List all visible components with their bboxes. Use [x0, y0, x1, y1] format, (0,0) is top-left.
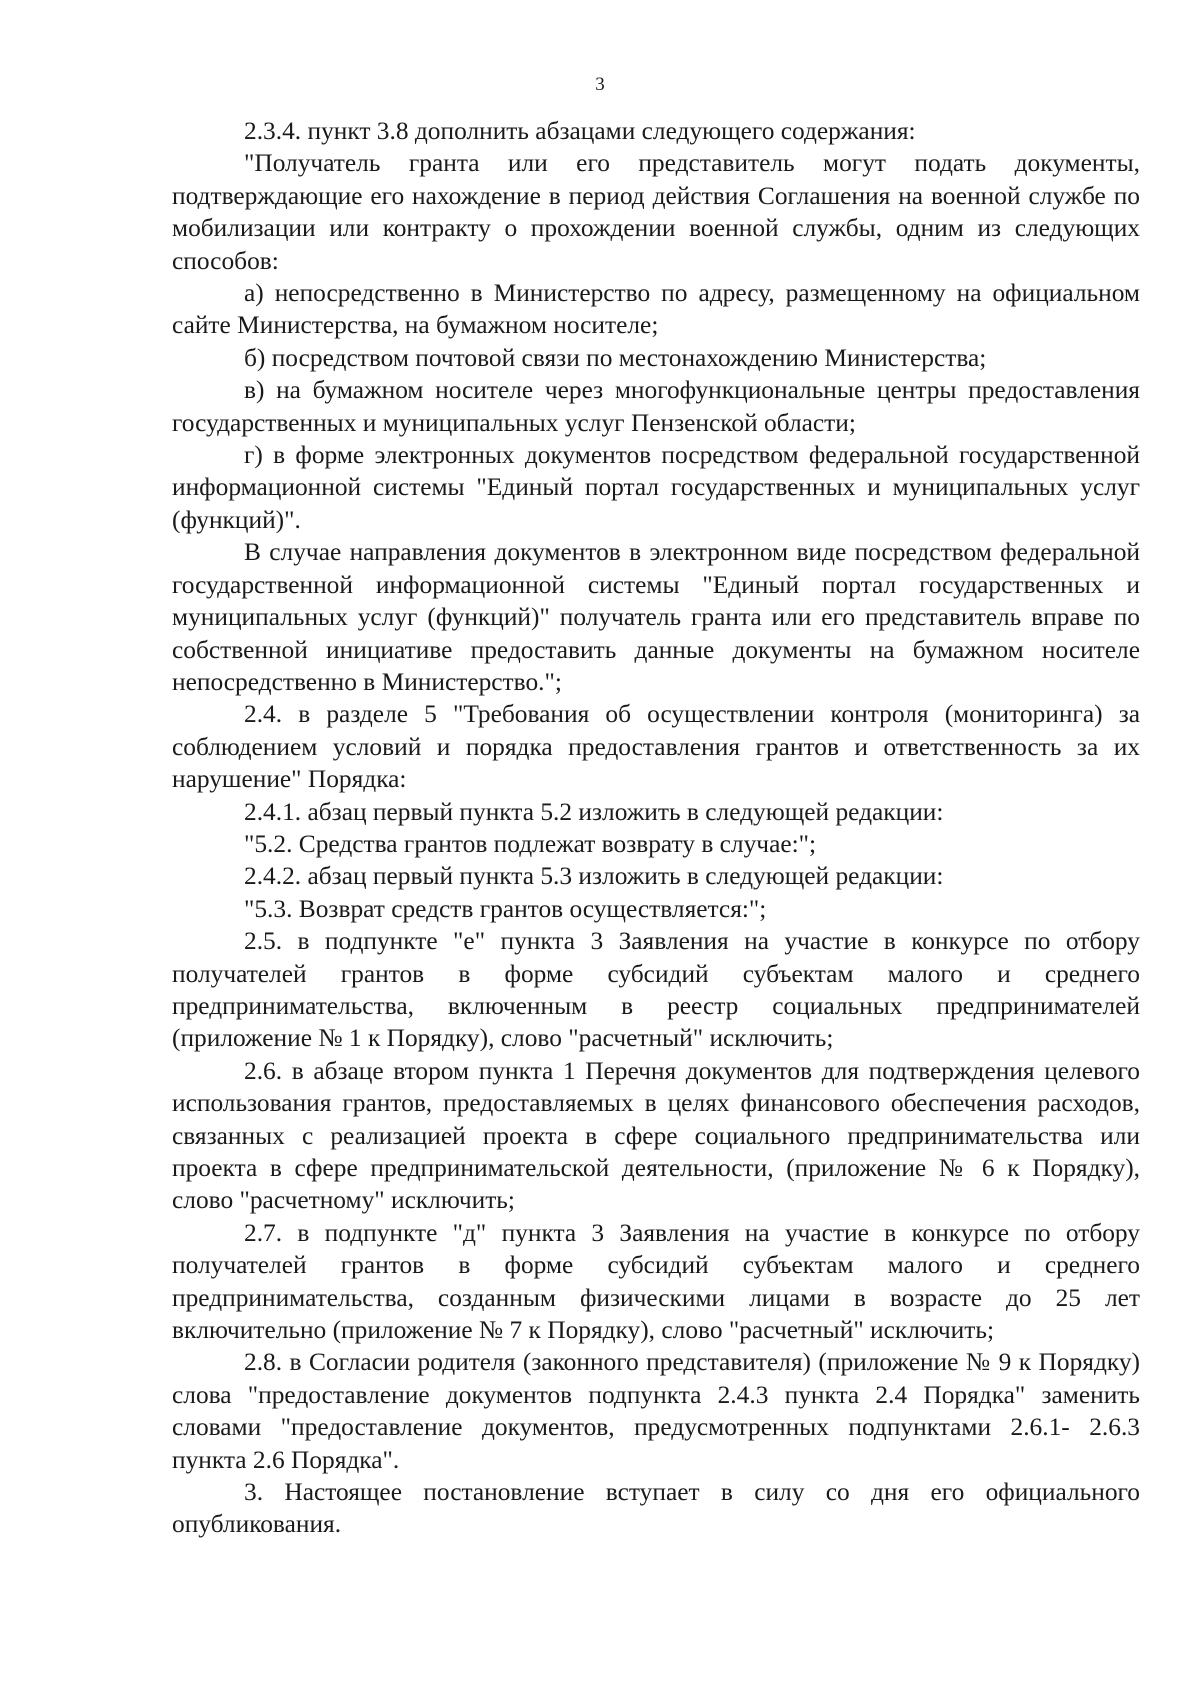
paragraph-2-3-4: 2.3.4. пункт 3.8 дополнить абзацами следующего содержания: — [244, 117, 916, 145]
paragraph-2-7: 2.7. в подпункте "д" пункта 3 Заявления на участие в конкурсе по отбору получателей грантов в форме субсидий субъектам малого и среднего предпринимательства, созданным физическими лицами в возрасте до 25 лет включительно (приложение № 7 к Порядку), слово "расчетный" исключить; — [172, 1218, 1140, 1345]
paragraph-5-2-quote: "5.2. Средства грантов подлежат возврату в случае:"; — [244, 829, 817, 858]
paragraph-electronic-submission: В случае направления документов в электронном виде посредством федеральной государственной информационной системы "Единый портал государственных и муниципальных услуг (функций)" получатель гранта или его представитель вправе по собственной инициативе предоставить данные документы на бумажном носителе непосредственно в Министерство."; — [172, 538, 1140, 696]
paragraph-method-b: б) посредством почтовой связи по местонахождению Министерства; — [244, 343, 987, 372]
paragraph-5-3-quote: "5.3. Возврат средств грантов осуществляется:"; — [244, 894, 767, 923]
paragraph-method-d: г) в форме электронных документов посредством федеральной государственной информационной системы "Единый портал государственных и муниципальных услуг (функций)". — [172, 441, 1140, 534]
paragraph-2-4-2: 2.4.2. абзац первый пункта 5.3 изложить в следующей редакции: — [244, 862, 944, 891]
paragraph-3-effective-date: 3. Настоящее постановление вступает в силу со дня его официального опубликования. — [172, 1478, 1140, 1539]
paragraph-2-4-1: 2.4.1. абзац первый пункта 5.2 изложить в следующей редакции: — [244, 797, 944, 826]
paragraph-method-a: а) непосредственно в Министерство по адресу, размещенному на официальном сайте Министерства, на бумажном носителе; — [172, 279, 1140, 340]
paragraph-2-8: 2.8. в Согласии родителя (законного представителя) (приложение № 9 к Порядку) слова "предоставление документов подпункта 2.4.3 пункта 2.4 Порядка" заменить словами "предоставление документов, предусмотренных подпунктами 2.6.1- 2.6.3 пункта 2.6 Порядка". — [172, 1348, 1140, 1474]
paragraph-method-c: в) на бумажном носителе через многофункциональные центры предоставления государственных и муниципальных услуг Пензенской области; — [172, 376, 1140, 437]
paragraph-2-5: 2.5. в подпункте "е" пункта 3 Заявления на участие в конкурсе по отбору получателей грантов в форме субсидий субъектам малого и среднего предпринимательства, включенным в реестр социальных предпринимателей (приложение № 1 к Порядку), слово "расчетный" исключить; — [172, 927, 1140, 1053]
document-body — [172, 115, 1140, 1541]
paragraph-2-4: 2.4. в разделе 5 "Требования об осуществлении контроля (мониторинга) за соблюдением условий и порядка предоставления грантов и ответственность за их нарушение" Порядка: — [172, 700, 1140, 794]
page-number: 3 — [595, 74, 605, 95]
paragraph-2-6: 2.6. в абзаце втором пункта 1 Перечня документов для подтверждения целевого использования грантов, предоставляемых в целях финансового обеспечения расходов, связанных с реализацией проекта в сфере социального предпринимательства или проекта в сфере предпринимательской деятельности, (приложение № 6 к Порядку), слово "расчетному" исключить; — [172, 1056, 1140, 1215]
paragraph-submission-methods: "Получатель гранта или его представитель могут подать документы, подтверждающие его нахождение в период действия Соглашения на военной службе по мобилизации или контракту о прохождении военной службы, одним из следующих способов: — [172, 149, 1140, 275]
